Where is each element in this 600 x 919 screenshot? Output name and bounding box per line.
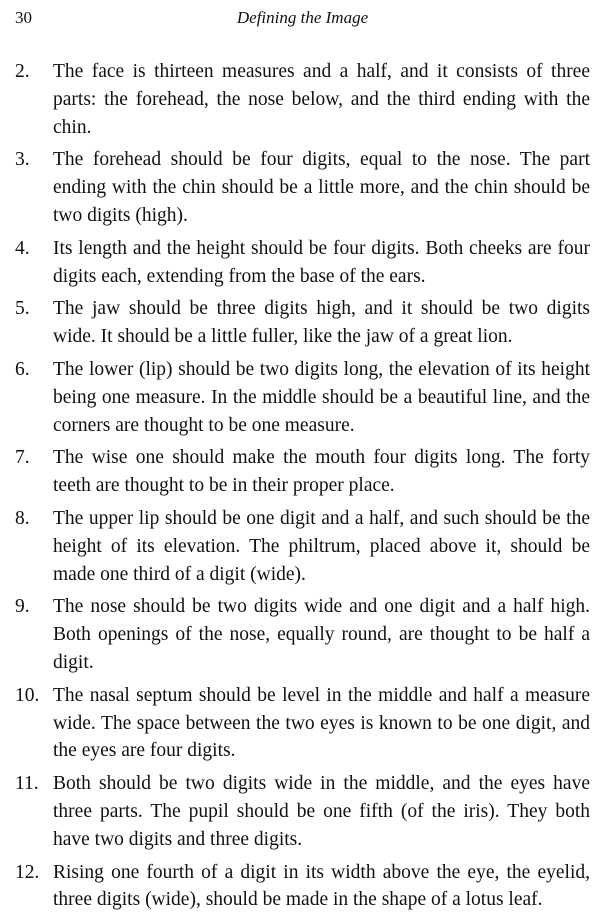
item-text: Rising one fourth of a digit in its width above the eye, the eyelid, three digits (wide), should be made in the shape of a lotus leaf. xyxy=(53,861,590,911)
list-item xyxy=(15,356,590,439)
item-number: 9. xyxy=(15,596,30,618)
list-item xyxy=(15,295,590,351)
item-number: 5. xyxy=(15,298,30,320)
item-text: The forehead should be four digits, equal to the nose. The part ending with the chin should be a little more, and the chin should be two digits (high). xyxy=(53,149,590,226)
item-number: 12. xyxy=(15,861,40,883)
item-text: Its length and the height should be four digits. Both cheeks are four digits each, extending from the base of the ears. xyxy=(53,237,590,287)
item-number: 4. xyxy=(15,237,30,259)
list-item xyxy=(15,770,590,853)
item-number: 11. xyxy=(15,773,39,795)
running-title: Defining the Image xyxy=(236,8,369,27)
item-text: The nasal septum should be level in the middle and half a measure wide. The space between the two eyes is known to be one digit, and the eyes are four digits. xyxy=(53,684,590,762)
list-item xyxy=(15,505,590,588)
item-number: 3. xyxy=(15,149,30,171)
item-text: The nose should be two digits wide and one digit and a half high. Both openings of the nose, equally round, are thought to be half a digit. xyxy=(53,596,590,673)
item-number: 6. xyxy=(15,358,30,380)
item-text: The wise one should make the mouth four digits long. The forty teeth are thought to be in their proper place. xyxy=(53,447,590,497)
item-number: 8. xyxy=(15,507,30,529)
list-item xyxy=(15,859,590,915)
numbered-list xyxy=(15,58,590,919)
item-number: 7. xyxy=(15,447,30,469)
list-item xyxy=(15,682,590,765)
item-number: 10. xyxy=(15,684,40,706)
list-item xyxy=(15,444,590,500)
item-text: Both should be two digits wide in the middle, and the eyes have three parts. The pupil should be one fifth (of the iris). They both have two digits and three digits. xyxy=(53,773,590,850)
list-item xyxy=(15,235,590,291)
list-item xyxy=(15,146,590,229)
item-number: 2. xyxy=(15,61,30,82)
item-text: The jaw should be three digits high, and it should be two digits wide. It should be a little fuller, like the jaw of a great lion. xyxy=(53,298,590,348)
page-number: 30 xyxy=(15,8,32,27)
list-item xyxy=(15,593,590,676)
item-text: The lower (lip) should be two digits long, the elevation of its height being one measure. In the middle should be a beautiful line, and the corners are thought to be one measure. xyxy=(53,358,590,436)
list-item xyxy=(15,58,590,141)
page-header xyxy=(15,8,590,32)
item-text: The upper lip should be one digit and a half, and such should be the height of its elevation. The philtrum, placed above it, should be made one third of a digit (wide). xyxy=(53,507,590,585)
item-text: The face is thirteen measures and a half, and it consists of three parts: the forehead, the nose below, and the third ending with the chin. xyxy=(53,61,590,138)
